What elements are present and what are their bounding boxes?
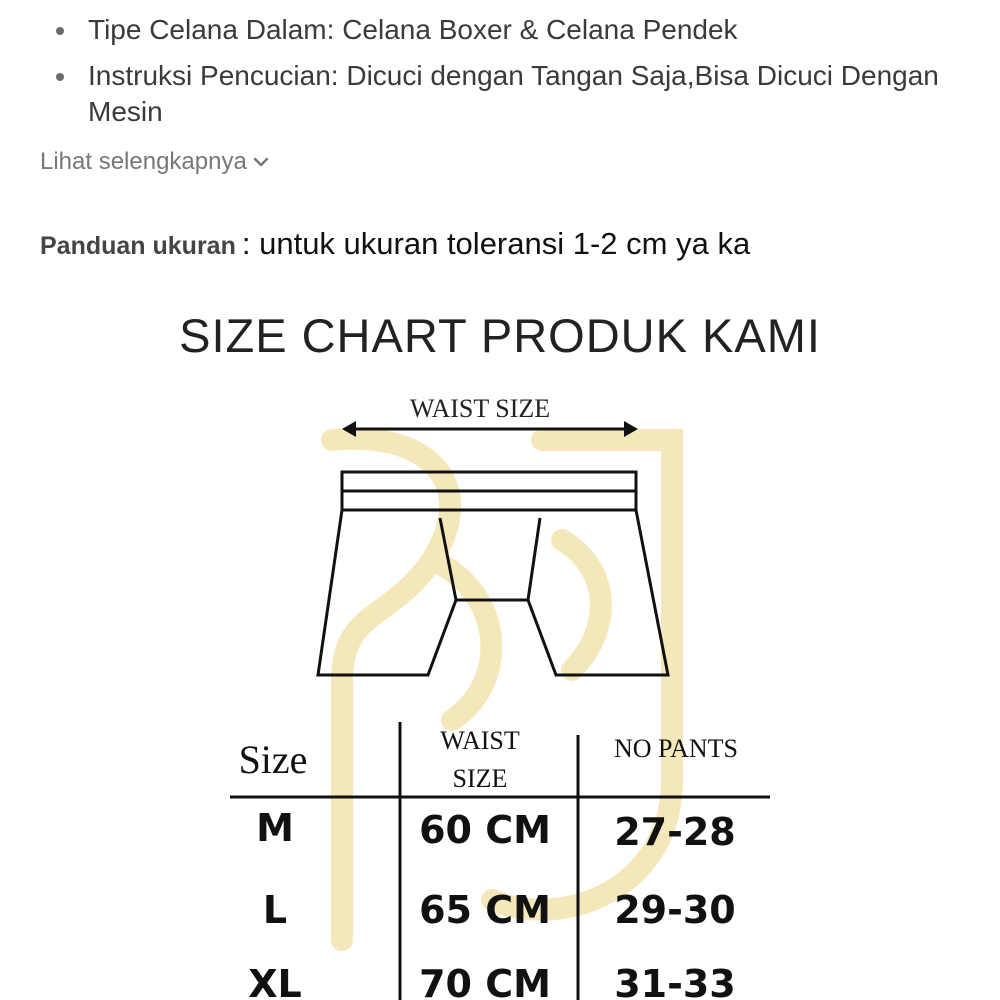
row-size: M	[256, 806, 294, 850]
row-waist: 65 CM	[419, 888, 551, 932]
spec-text: Instruksi Pencucian: Dicuci dengan Tangan Saja,Bisa Dicuci Dengan Mesin	[88, 60, 939, 127]
size-chart-title: SIZE CHART PRODUK KAMI	[179, 309, 821, 362]
spec-text: Tipe Celana Dalam: Celana Boxer & Celana Pendek	[88, 14, 738, 45]
row-no-pants: 29-30	[614, 888, 736, 932]
size-guide-note: : untuk ukuran toleransi 1-2 cm ya ka	[241, 226, 751, 261]
waist-size-label: WAIST SIZE	[409, 394, 551, 423]
header-waist-size	[410, 722, 550, 798]
row-no-pants: 27-28	[614, 810, 736, 854]
row-waist: 60 CM	[419, 808, 551, 852]
boxer-outline	[318, 472, 668, 675]
header-no-pants: NO PANTS	[613, 734, 739, 763]
row-size: L	[262, 888, 288, 932]
see-more-label: Lihat selengkapnya	[40, 148, 247, 175]
header-size: Size	[238, 737, 308, 782]
header-waist-line1: WAIST	[440, 726, 520, 755]
row-waist: 70 CM	[419, 962, 551, 1000]
row-size: XL	[248, 962, 302, 1000]
waist-arrow	[342, 421, 638, 437]
row-no-pants: 31-33	[614, 962, 736, 1000]
header-waist-line2: SIZE	[452, 764, 508, 793]
size-guide-label: Panduan ukuran	[40, 232, 236, 260]
